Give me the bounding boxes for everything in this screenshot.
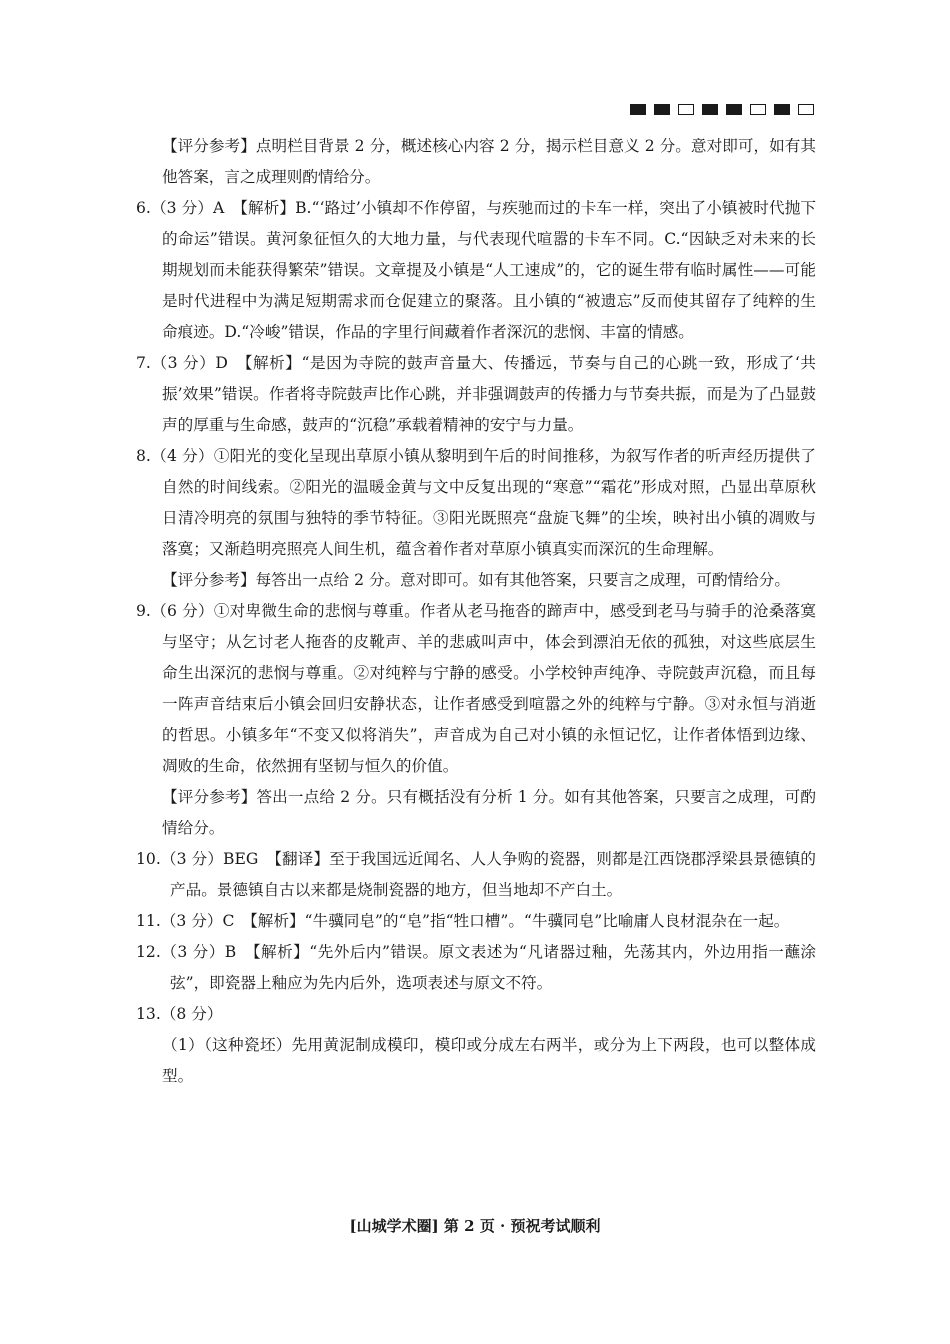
answer-paragraph: 6.（3 分）A 【解析】B.“‘路过’小镇却不作停留，与疾驰而过的卡车一样，突出了小镇被时代抛下的命运”错误。黄河象征恒久的大地力量，与代表现代喧嚣的卡车不同。C.“因缺乏对未来的长期规划而未能获得繁荣”错误。文章提及小镇是“人工速成”的，它的诞生带有临时属性——可能是时代进程中为满足短期需求而仓促建立的聚落。且小镇的“被遗忘”反而使其留存了纯粹的生命痕迹。D.“冷峻”错误，作品的字里行间藏着作者深沉的悲悯、丰富的情感。	[136, 199, 816, 341]
page-footer: [山城学术圈] 第 2 页 · 预祝考试顺利	[349, 1217, 601, 1235]
empty-square-mark	[798, 104, 814, 115]
filled-square-mark	[654, 104, 670, 115]
filled-square-mark	[630, 104, 646, 115]
filled-square-mark	[702, 104, 718, 115]
filled-square-mark	[774, 104, 790, 115]
header-marks	[630, 104, 814, 115]
filled-square-mark	[726, 104, 742, 115]
empty-square-mark	[678, 104, 694, 115]
answer-paragraph: 9.（6 分）①对卑微生命的悲悯与尊重。作者从老马拖沓的蹄声中，感受到老马与骑手的沧桑落寞与坚守；从乞讨老人拖沓的皮靴声、羊的悲戚叫声中，体会到漂泊无依的孤独，对这些底层生命生出深沉的悲悯与尊重。②对纯粹与宁静的感受。小学校钟声纯净、寺院鼓声沉稳，而且每一阵声音结束后小镇会回归安静状态，让作者感受到喧嚣之外的纯粹与宁静。③对永恒与消逝的哲思。小镇多年“不变又似将消失”，声音成为自己对小镇的永恒记忆，让作者体悟到边缘、凋败的生命，依然拥有坚韧与恒久的价值。	[136, 602, 816, 775]
answer-paragraph: 12.（3 分）B 【解析】“先外后内”错误。原文表述为“凡诸器过釉，先荡其内，外边用指一蘸涂弦”，即瓷器上釉应为先内后外，选项表述与原文不符。	[136, 943, 816, 992]
answer-paragraph: 8.（4 分）①阳光的变化呈现出草原小镇从黎明到午后的时间推移，为叙写作者的听声经历提供了自然的时间线索。②阳光的温暖金黄与文中反复出现的“寒意”“霜花”形成对照，凸显出草原秋日清冷明亮的氛围与独特的季节特征。③阳光既照亮“盘旋飞舞”的尘埃，映衬出小镇的凋败与落寞；又渐趋明亮照亮人间生机，蕴含着作者对草原小镇真实而深沉的生命理解。	[136, 447, 816, 558]
answer-paragraph: 【评分参考】答出一点给 2 分。只有概括没有分析 1 分。如有其他答案，只要言之成理，可酌情给分。	[162, 788, 816, 837]
answer-paragraph: 10.（3 分）BEG 【翻译】至于我国远近闻名、人人争购的瓷器，则都是江西饶郡浮梁县景德镇的产品。景德镇自古以来都是烧制瓷器的地方，但当地却不产白土。	[136, 850, 816, 899]
answer-paragraph: 11.（3 分）C 【解析】“牛骥同皂”的“皂”指“牲口槽”。“牛骥同皂”比喻庸人良材混杂在一起。	[136, 912, 790, 930]
empty-square-mark	[750, 104, 766, 115]
answer-paragraph: 【评分参考】点明栏目背景 2 分，概述核心内容 2 分，揭示栏目意义 2 分。意对即可，如有其他答案，言之成理则酌情给分。	[162, 137, 816, 186]
answer-content	[136, 131, 816, 1092]
answer-paragraph: （1）（这种瓷坯）先用黄泥制成模印，模印或分成左右两半，或分为上下两段，也可以整体成型。	[162, 1036, 816, 1085]
answer-paragraph: 13.（8 分）	[136, 1005, 223, 1023]
answer-paragraph: 7.（3 分）D 【解析】“是因为寺院的鼓声音量大、传播远，节奏与自己的心跳一致，形成了‘共振’效果”错误。作者将寺院鼓声比作心跳，并非强调鼓声的传播力与节奏共振，而是为了凸显鼓声的厚重与生命感，鼓声的“沉稳”承载着精神的安宁与力量。	[136, 354, 816, 434]
answer-paragraph: 【评分参考】每答出一点给 2 分。意对即可。如有其他答案，只要言之成理，可酌情给分。	[162, 571, 790, 589]
